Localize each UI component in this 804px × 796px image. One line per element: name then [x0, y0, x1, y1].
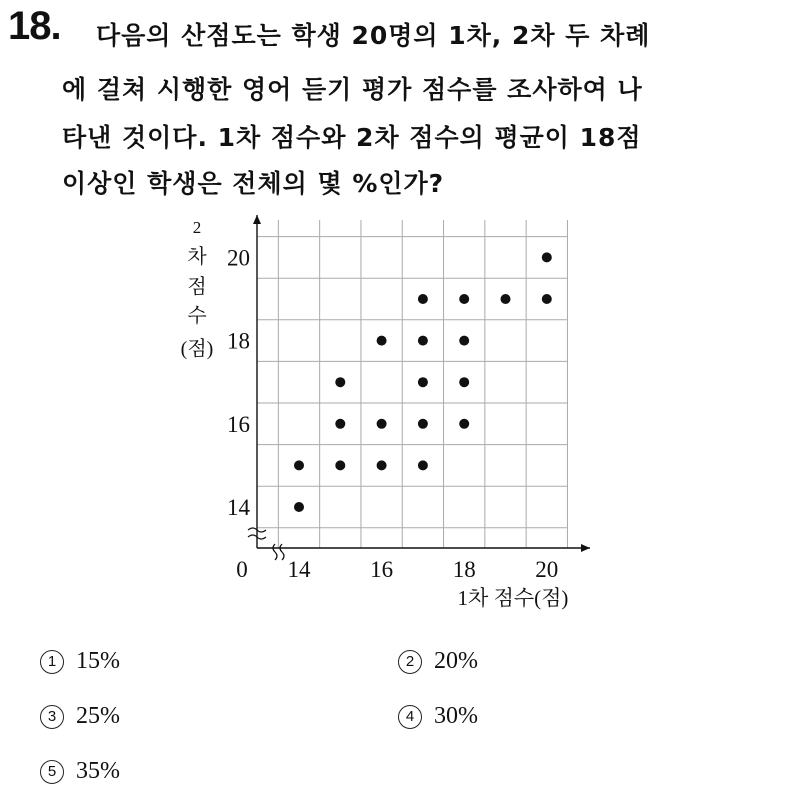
x-tick-label: 16	[370, 557, 394, 582]
scatter-point	[335, 460, 345, 470]
y-tick-label: 18	[227, 328, 250, 354]
scatter-point	[335, 377, 345, 387]
origin-label: 0	[236, 557, 248, 582]
scatter-point	[459, 294, 469, 304]
scatter-point	[294, 460, 304, 470]
choice-2[interactable]	[398, 648, 478, 675]
scatter-point	[294, 502, 304, 512]
question-line-4: 이상인 학생은 전체의 몇 %인가?	[62, 169, 445, 198]
scatter-point	[459, 419, 469, 429]
choice-5[interactable]	[40, 758, 120, 785]
y-axis-arrow	[253, 215, 261, 224]
scatter-point	[335, 419, 345, 429]
scatter-plot	[160, 205, 600, 615]
y-tick-label: 20	[227, 245, 250, 271]
scatter-point	[418, 377, 428, 387]
scatter-point	[459, 377, 469, 387]
x-tick-label: 20	[535, 557, 559, 582]
x-tick-label: 14	[287, 557, 311, 582]
y-axis-label-part: (점)	[180, 338, 214, 360]
choice-1-marker: 1	[40, 650, 64, 674]
y-axis-label-part: 차	[187, 246, 207, 268]
scatter-point	[377, 419, 387, 429]
scatter-point	[418, 460, 428, 470]
question-number: 18.	[8, 4, 61, 48]
scatter-point	[418, 294, 428, 304]
choice-1[interactable]	[40, 648, 120, 675]
x-axis-arrow	[581, 544, 590, 552]
y-axis-label-part: 점	[187, 276, 207, 298]
y-tick-label: 14	[227, 495, 250, 520]
choice-3[interactable]	[40, 703, 120, 730]
question-line-2: 에 걸쳐 시행한 영어 듣기 평가 점수를 조사하여 나	[62, 75, 643, 104]
choice-3-text: 25%	[76, 703, 120, 729]
scatter-point	[377, 460, 387, 470]
scatter-point	[501, 294, 511, 304]
scatter-point	[542, 252, 552, 262]
choice-4-marker: 4	[398, 705, 422, 729]
choice-2-text: 20%	[434, 648, 478, 674]
y-axis-label-part: 2	[192, 218, 202, 237]
scatter-point	[418, 419, 428, 429]
question-line-3: 타낸 것이다. 1차 점수와 2차 점수의 평균이 18점	[62, 123, 642, 152]
scatter-point	[542, 294, 552, 304]
x-axis-label: 1차 점수(점)	[457, 586, 569, 610]
scatter-point	[377, 336, 387, 346]
x-tick-label: 18	[452, 557, 476, 582]
scatter-point	[459, 336, 469, 346]
choice-5-text: 35%	[76, 758, 120, 784]
question-line-1: 다음의 산점도는 학생 20명의 1차, 2차 두 차례	[96, 21, 651, 50]
choice-2-marker: 2	[398, 650, 422, 674]
choice-3-marker: 3	[40, 705, 64, 729]
choice-4[interactable]	[398, 703, 478, 730]
scatter-point	[418, 336, 428, 346]
choice-5-marker: 5	[40, 760, 64, 784]
y-axis-label-part: 수	[187, 305, 207, 327]
y-tick-label: 16	[227, 411, 250, 437]
choice-1-text: 15%	[76, 648, 120, 674]
choice-4-text: 30%	[434, 703, 478, 729]
